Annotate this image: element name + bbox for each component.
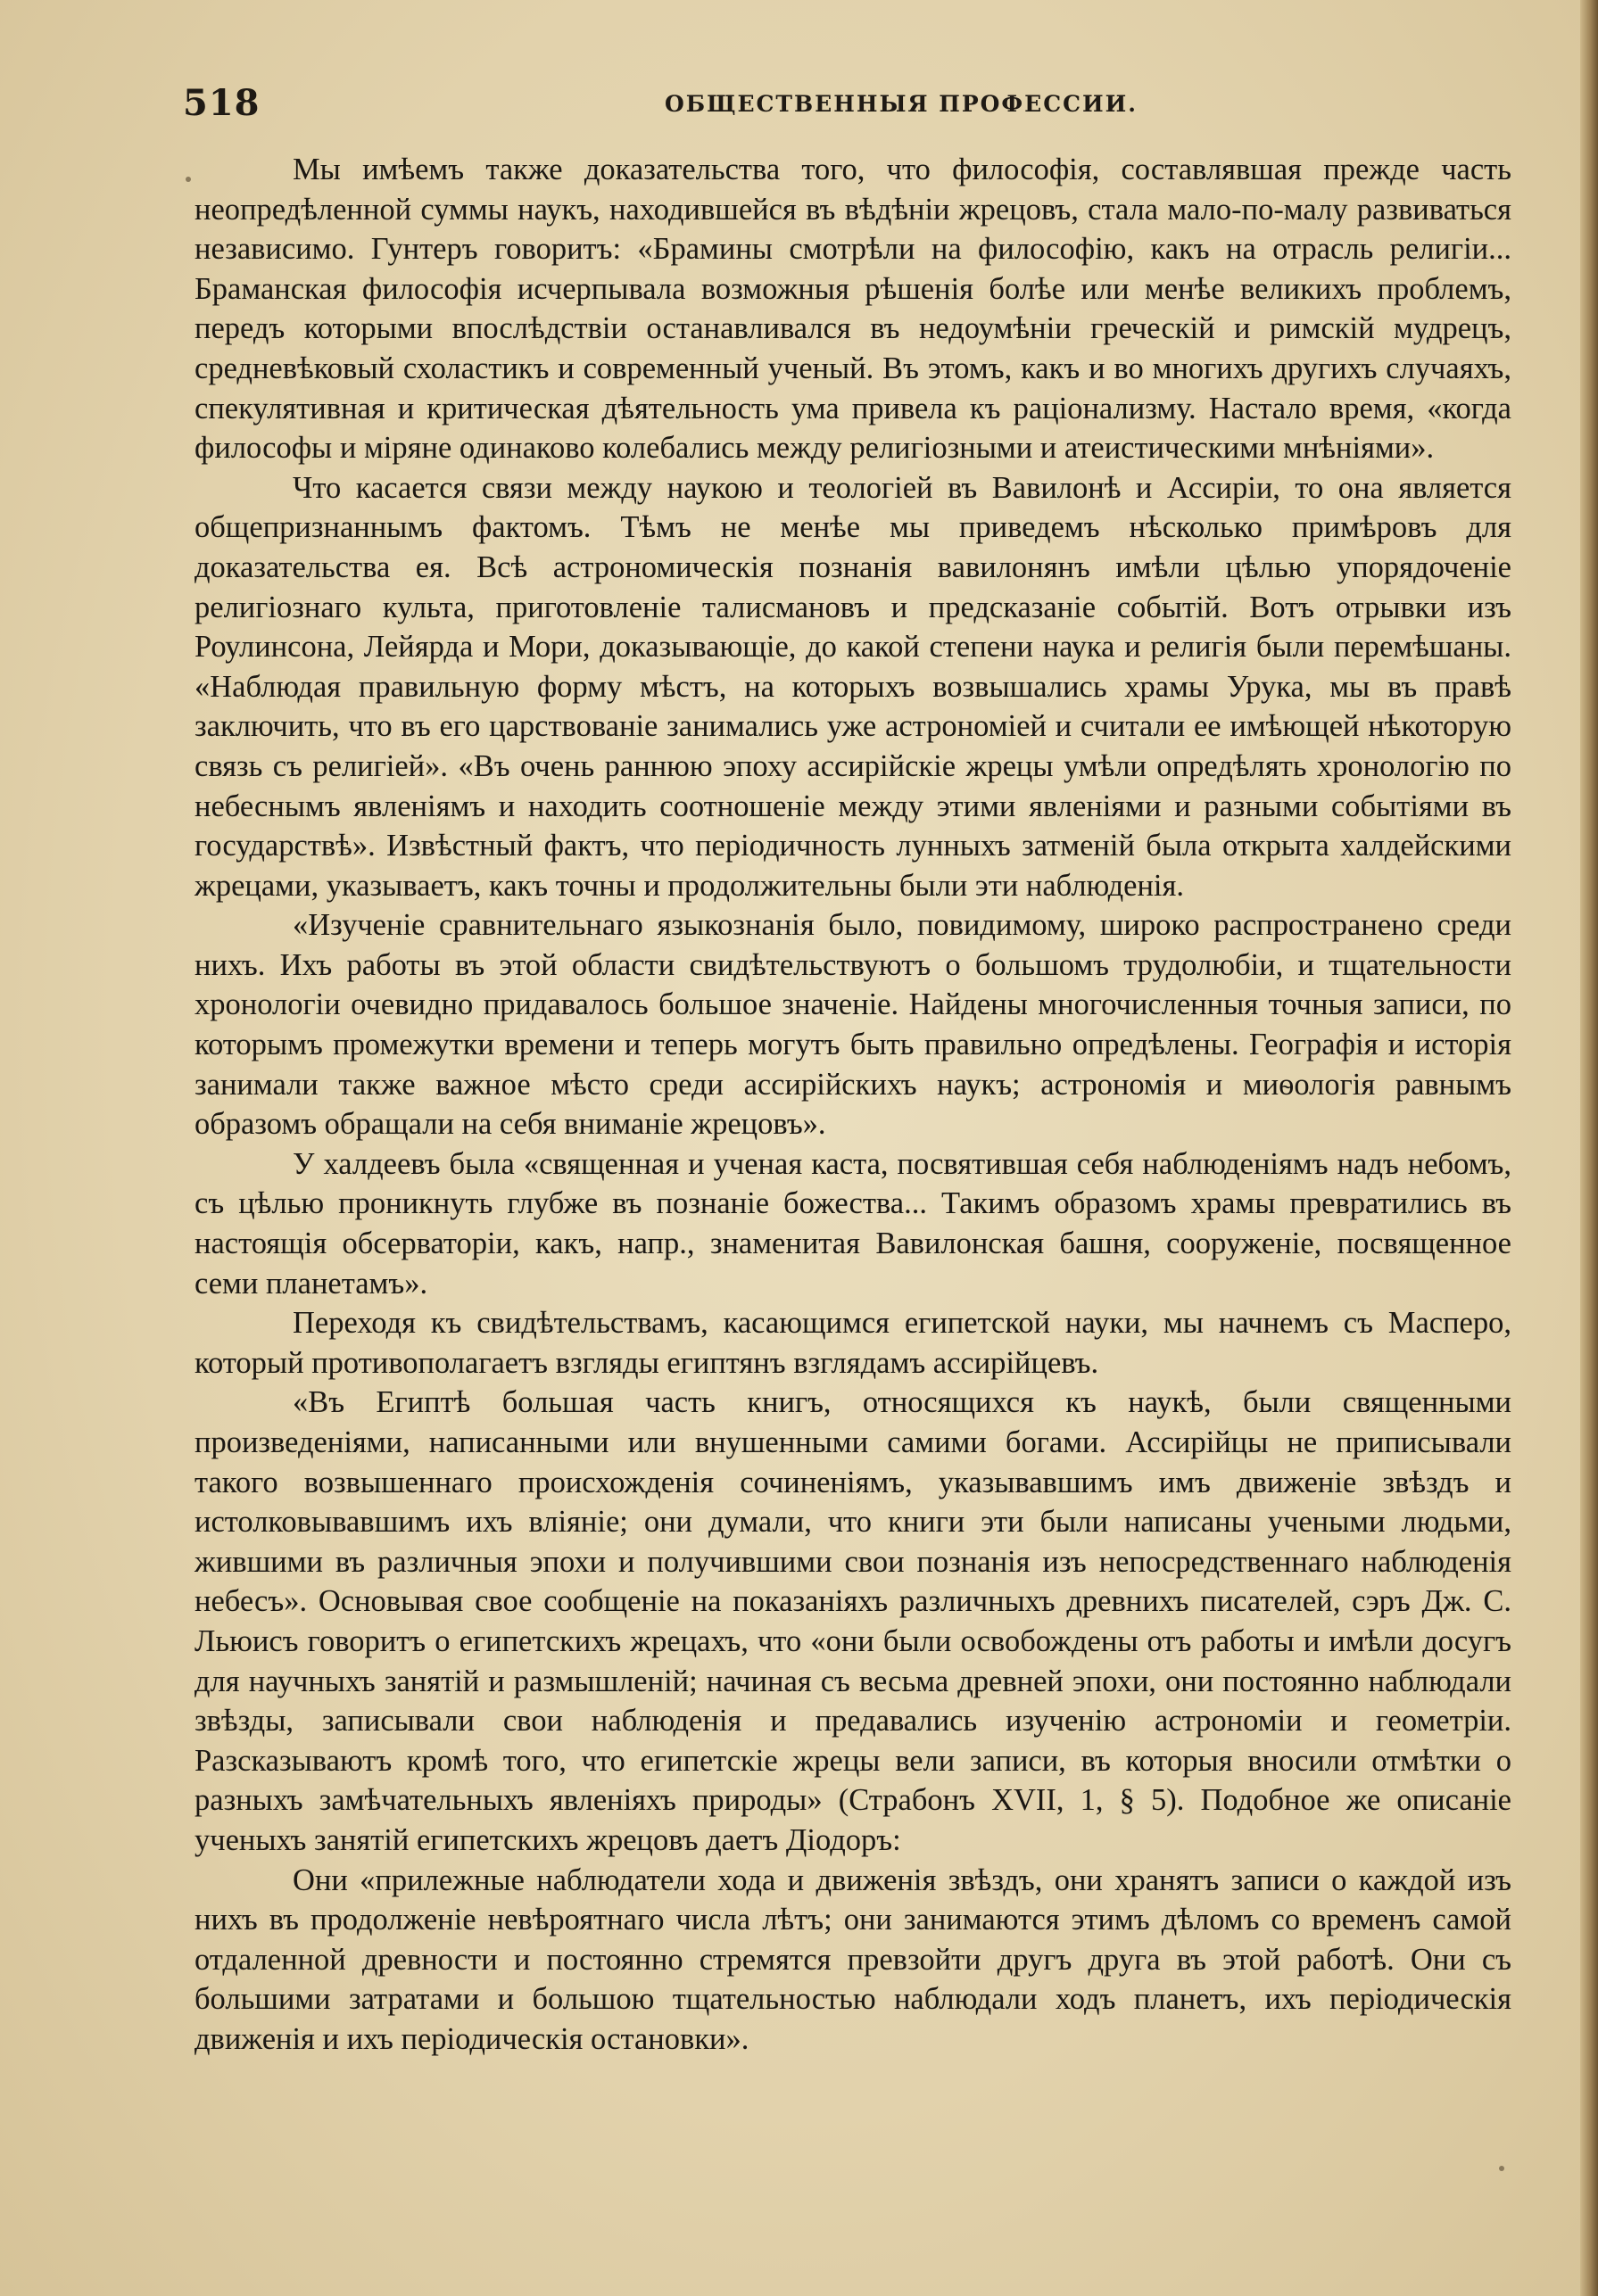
page-number: 518	[183, 82, 261, 124]
paragraph: Они «прилежные наблюдатели хода и движенія звѣздъ, они хранятъ записи о каждой изъ нихъ въ продолженіе невѣроятнаго числа лѣтъ; они занимаются этимъ дѣломъ со временъ самой отдаленной древности и постоянно стремятся превзойти другъ друга въ этой работѣ. Они съ большими затратами и большою тщательностью наблюдали ходъ планетъ, ихъ періодическія движенія и ихъ періодическія остановки».	[195, 1862, 1511, 2056]
paragraph: «Изученіе сравнительнаго языкознанія было, повидимому, широко распространено среди нихъ. Ихъ работы въ этой области свидѣтельствуютъ о большомъ трудолюбіи, и тщательности хронологіи очевидно придавалось большое значеніе. Найдены многочисленныя точныя записи, по которымъ промежутки времени и теперь могутъ быть правильно опредѣлены. Географія и исторія занимали также важное мѣсто среди ассирійскихъ наукъ; астрономія и миѳологія равнымъ образомъ обращали на себя вниманіе жрецовъ».	[195, 908, 1511, 1142]
paragraph: «Въ Египтѣ большая часть книгъ, относящихся къ наукѣ, были священными произведеніями, написанными или внушенными самими богами. Ассирійцы не приписывали такого возвышеннаго происхожденія сочиненіямъ, указывавшимъ имъ движеніе звѣздъ и истолковывавшимъ ихъ вліяніе; они думали, что книги эти были написаны учеными людьми, жившими въ различныя эпохи и получившими свои познанія изъ непосредственнаго наблюденія небесъ». Основывая свое сообщеніе на показаніяхъ различныхъ древнихъ писателей, сэръ Дж. С. Льюисъ говоритъ о египетскихъ жрецахъ, что «они были освобождены отъ работы и имѣли досугъ для научныхъ занятій и размышленій; начиная съ весьма древней эпохи, они постоянно наблюдали звѣзды, записывали свои наблюденія и предавались изученію астрономіи и геометріи. Разсказываютъ кромѣ того, что египетскіе жрецы вели записи, въ которыя вносили отмѣтки о разныхъ замѣчательныхъ явленіяхъ природы» (Страбонъ XVII, 1, § 5). Подобное же описаніе ученыхъ занятій египетскихъ жрецовъ даетъ Діодоръ:	[195, 1385, 1511, 1857]
page-header	[183, 82, 1512, 127]
paper-speck	[1499, 2166, 1504, 2171]
body-text	[195, 150, 1511, 2060]
page-edge	[1580, 0, 1598, 2296]
paragraph: Переходя къ свидѣтельствамъ, касающимся египетской науки, мы начнемъ съ Масперо, который противополагаетъ взгляды египтянъ взглядамъ ассирійцевъ.	[195, 1306, 1511, 1380]
paper-speck	[186, 177, 191, 182]
paragraph: Мы имѣемъ также доказательства того, что философія, составлявшая прежде часть неопредѣленной суммы наукъ, находившейся въ вѣдѣніи жрецовъ, стала мало-по-малу развиваться независимо. Гунтеръ говоритъ: «Брамины смотрѣли на философію, какъ на отрасль религіи... Браманская философія исчерпывала возможныя рѣшенія болѣе или менѣе великихъ проблемъ, передъ которыми впослѣдствіи останавливался въ недоумѣніи греческій и римскій мудрецъ, средневѣковый схоластикъ и современный ученый. Въ этомъ, какъ и во многихъ другихъ случаяхъ, спекулятивная и критическая дѣятельность ума привела къ раціонализму. Настало время, «когда философы и міряне одинаково колебались между религіозными и атеистическими мнѣніями».	[195, 153, 1511, 466]
running-title: ОБЩЕСТВЕННЫЯ ПРОФЕССИИ.	[665, 91, 1138, 117]
paragraph: Что касается связи между наукою и теологіей въ Вавилонѣ и Ассиріи, то она является общепризнаннымъ фактомъ. Тѣмъ не менѣе мы приведемъ нѣсколько примѣровъ для доказательства ея. Всѣ астрономическія познанія вавилонянъ имѣли цѣлью упорядоченіе религіознаго культа, приготовленіе талисмановъ и предсказаніе событій. Вотъ отрывки изъ Роулинсона, Лейярда и Мори, доказывающіе, до какой степени наука и религія были перемѣшаны. «Наблюдая правильную форму мѣстъ, на которыхъ возвышались храмы Урука, мы въ правѣ заключить, что въ его царствованіе занимались уже астрономіей и считали ее имѣющей нѣкоторую связь съ религіей». «Въ очень раннюю эпоху ассирійскіе жрецы умѣли опредѣлять хронологію по небеснымъ явленіямъ и находить соотношеніе между этими явленіями и разными событіями въ государствѣ». Извѣстный фактъ, что періодичность лунныхъ затменій была открыта халдейскими жрецами, указываетъ, какъ точны и продолжительны были эти наблюденія.	[195, 470, 1511, 903]
paragraph: У халдеевъ была «священная и ученая каста, посвятившая себя наблюденіямъ надъ небомъ, съ цѣлью проникнуть глубже въ познаніе божества... Такимъ образомъ храмы превратились въ настоящія обсерваторіи, какъ, напр., знаменитая Вавилонская башня, сооруженіе, посвященное семи планетамъ».	[195, 1146, 1511, 1301]
